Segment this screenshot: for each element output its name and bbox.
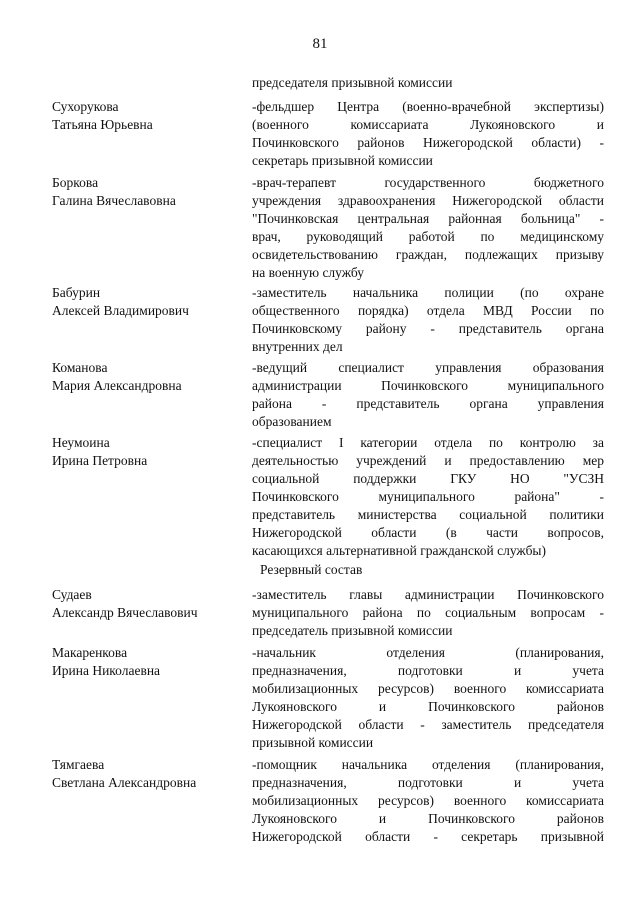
reserve-section-title: Резервный состав — [260, 562, 363, 577]
member-name — [52, 174, 247, 210]
member-position — [252, 586, 604, 640]
member-surname: Макаренкова — [52, 645, 128, 660]
page-number: 81 — [312, 36, 328, 52]
position-line: администрации Починковского муниципального — [252, 378, 604, 393]
member-name — [52, 586, 247, 622]
member-surname: Сухорукова — [52, 99, 119, 114]
member-given-name: Мария Александровна — [52, 378, 182, 393]
position-line: -ведущий специалист управления образования — [252, 360, 604, 375]
member-surname: Тямгаева — [52, 757, 105, 772]
position-line: Починковского муниципального района" - — [252, 489, 604, 504]
continuation-text: председателя призывной комиссии — [252, 75, 453, 90]
member-position — [252, 756, 604, 846]
position-line: призывной комиссии — [252, 735, 374, 750]
position-line: председатель призывной комиссии — [252, 623, 453, 638]
position-line: предназначения, подготовки и учета — [252, 775, 604, 790]
position-line: Нижегородской области (в части вопросов, — [252, 525, 604, 540]
position-line: муниципального района по социальным вопросам - — [252, 605, 604, 620]
member-given-name: Ирина Петровна — [52, 453, 148, 468]
position-line: -заместитель начальника полиции (по охране — [252, 285, 604, 300]
position-line: -помощник начальника отделения (планирования, — [252, 757, 604, 772]
position-line: -специалист I категории отдела по контролю за — [252, 435, 604, 450]
member-given-name: Алексей Владимирович — [52, 303, 189, 318]
member-name — [52, 359, 247, 395]
member-given-name: Светлана Александровна — [52, 775, 197, 790]
member-position — [252, 98, 604, 170]
position-line: Нижегородской области - заместитель председателя — [252, 717, 604, 732]
member-surname: Судаев — [52, 587, 92, 602]
position-line: секретарь призывной комиссии — [252, 153, 433, 168]
position-line: мобилизационных ресурсов) военного комиссариата — [252, 793, 604, 808]
member-name — [52, 284, 247, 320]
position-line: внутренних дел — [252, 339, 343, 354]
member-position — [252, 359, 604, 431]
member-name — [52, 434, 247, 470]
member-position — [252, 284, 604, 356]
position-line: района - представитель органа управления — [252, 396, 604, 411]
member-surname: Команова — [52, 360, 108, 375]
member-name — [52, 644, 247, 680]
member-position — [252, 644, 604, 752]
member-surname: Боркова — [52, 175, 99, 190]
position-line: образованием — [252, 414, 332, 429]
position-line: Лукояновского и Починковского районов — [252, 811, 604, 826]
member-surname: Неумоина — [52, 435, 110, 450]
position-line: Нижегородской области - секретарь призывной — [252, 829, 604, 844]
position-line: на военную службу — [252, 265, 364, 280]
position-line: -врач-терапевт государственного бюджетного — [252, 175, 604, 190]
position-line: общественного порядка) отдела МВД России по — [252, 303, 604, 318]
position-line: -фельдшер Центра (военно-врачебной экспертизы) — [252, 99, 604, 114]
position-line: предназначения, подготовки и учета — [252, 663, 604, 678]
member-surname: Бабурин — [52, 285, 101, 300]
position-line: -начальник отделения (планирования, — [252, 645, 604, 660]
position-line: "Починковская центральная районная больница" - — [252, 211, 604, 226]
position-line: деятельностью учреждений и предоставлению мер — [252, 453, 604, 468]
position-line: врач, руководящий работой по медицинскому — [252, 229, 604, 244]
position-line: Лукояновского и Починковского районов — [252, 699, 604, 714]
member-given-name: Галина Вячеславовна — [52, 193, 176, 208]
position-line: мобилизационных ресурсов) военного комиссариата — [252, 681, 604, 696]
position-line: касающихся альтернативной гражданской службы) — [252, 543, 547, 558]
position-line: учреждения здравоохранения Нижегородской области — [252, 193, 604, 208]
position-line: (военного комиссариата Лукояновского и — [252, 117, 604, 132]
position-line: освидетельствованию граждан, подлежащих призыву — [252, 247, 604, 262]
position-line: Починковского районов Нижегородской области) - — [252, 135, 604, 150]
member-name — [52, 756, 247, 792]
member-position — [252, 174, 604, 282]
member-given-name: Ирина Николаевна — [52, 663, 161, 678]
member-name — [52, 98, 247, 134]
member-given-name: Александр Вячеславович — [52, 605, 198, 620]
member-given-name: Татьяна Юрьевна — [52, 117, 153, 132]
position-line: -заместитель главы администрации Починковского — [252, 587, 604, 602]
position-line: Починковскому району - представитель органа — [252, 321, 604, 336]
position-line: представитель министерства социальной политики — [252, 507, 604, 522]
member-position — [252, 434, 604, 560]
position-line: социальной поддержки ГКУ НО "УСЗН — [252, 471, 604, 486]
